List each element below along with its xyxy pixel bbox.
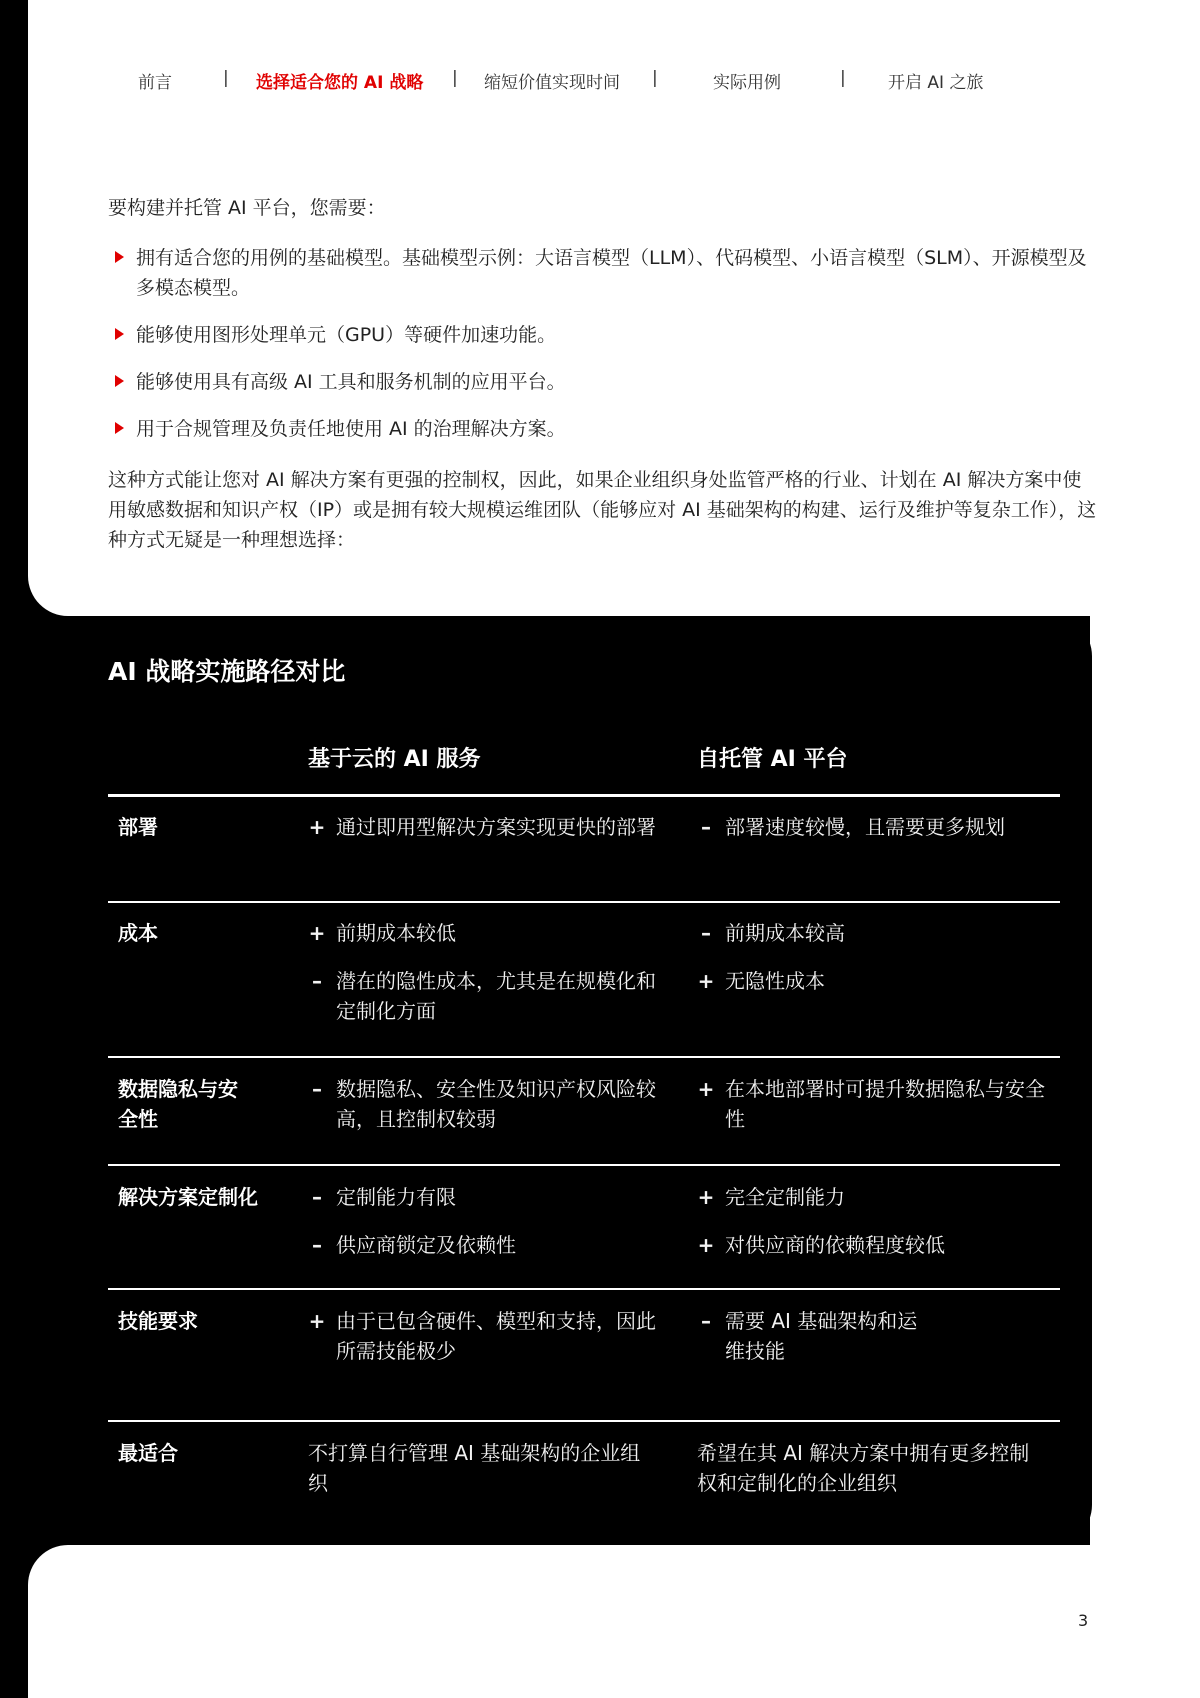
cell-item	[308, 1230, 663, 1260]
intro-text: 要构建并托管 AI 平台，您需要：	[108, 197, 386, 219]
list-item-text: 能够使用图形处理单元（GPU）等硬件加速功能。	[136, 324, 557, 346]
red-triangle-bullet-icon	[115, 422, 124, 434]
nav-separator: |	[840, 68, 846, 88]
plus-icon: +	[697, 1233, 715, 1257]
cell-text: 需要 AI 基础架构和运维技能	[725, 1309, 918, 1363]
cell-item	[308, 812, 663, 842]
cell-text: 对供应商的依赖程度较低	[725, 1233, 945, 1257]
list-item-text: 用于合规管理及负责任地使用 AI 的治理解决方案。	[136, 418, 566, 440]
comparison-section	[0, 616, 1092, 1545]
list-item	[108, 320, 1088, 350]
requirements-list	[108, 243, 1088, 461]
table-divider	[108, 1056, 1060, 1058]
comparison-title: AI 战略实施路径对比	[108, 657, 346, 686]
table-divider	[108, 1164, 1060, 1166]
minus-icon: –	[312, 1233, 322, 1257]
plus-icon: +	[697, 969, 715, 993]
cell-text: 数据隐私、安全性及知识产权风险较高，且控制权较弱	[336, 1077, 656, 1131]
plus-icon: +	[308, 815, 326, 839]
cell-item	[697, 966, 1052, 996]
minus-icon: –	[701, 815, 711, 839]
cell-item	[308, 1182, 663, 1212]
cell-item	[308, 918, 663, 948]
cell-text: 由于已包含硬件、模型和支持，因此所需技能极少	[336, 1309, 656, 1363]
cell-item	[697, 1306, 927, 1366]
cell-text: 前期成本较低	[336, 921, 456, 945]
closing-paragraph: 这种方式能让您对 AI 解决方案有更强的控制权，因此，如果企业组织身处监管严格的行业、计划在 AI 解决方案中使用敏感数据和知识产权（IP）或是拥有较大规模运维团队（能够应对 AI 基础架构的构建、运行及维护等复杂工作），这种方式无疑是一种理想选择：	[108, 469, 1097, 551]
red-triangle-bullet-icon	[115, 375, 124, 387]
cell-item	[697, 1074, 1052, 1134]
cell-text: 前期成本较高	[725, 921, 845, 945]
page-number: 3	[1078, 1611, 1089, 1630]
red-triangle-bullet-icon	[115, 251, 124, 263]
plus-icon: +	[308, 1309, 326, 1333]
table-divider	[108, 901, 1060, 903]
nav-item-time-to-value[interactable]: 缩短价值实现时间	[484, 73, 620, 93]
cell-text: 供应商锁定及依赖性	[336, 1233, 516, 1257]
table-divider	[108, 1288, 1060, 1290]
nav-item-foreword[interactable]: 前言	[138, 73, 172, 93]
cell-text: 潜在的隐性成本，尤其是在规模化和定制化方面	[336, 969, 656, 1023]
cell-text: 部署速度较慢，且需要更多规划	[725, 815, 1005, 839]
row-label-customization: 解决方案定制化	[118, 1185, 258, 1209]
nav-item-start-journey[interactable]: 开启 AI 之旅	[888, 73, 984, 93]
bottom-content-panel	[28, 1545, 1200, 1698]
cell-item	[308, 1306, 663, 1366]
table-divider	[108, 1420, 1060, 1422]
row-label-deployment: 部署	[118, 815, 158, 839]
column-header-cloud: 基于云的 AI 服务	[308, 747, 481, 772]
row-label-cost: 成本	[118, 921, 158, 945]
cell-text: 定制能力有限	[336, 1185, 456, 1209]
nav-item-choose-strategy[interactable]: 选择适合您的 AI 战略	[256, 73, 424, 93]
row-label-best-for: 最适合	[118, 1441, 178, 1465]
page-margin	[1090, 560, 1200, 1600]
best-for-self-hosted-text: 希望在其 AI 解决方案中拥有更多控制权和定制化的企业组织	[697, 1441, 1030, 1495]
list-item	[108, 243, 1088, 303]
minus-icon: –	[312, 1185, 322, 1209]
table-divider	[108, 794, 1060, 797]
cell-text: 无隐性成本	[725, 969, 825, 993]
list-item-text: 能够使用具有高级 AI 工具和服务机制的应用平台。	[136, 371, 566, 393]
cell-item	[308, 966, 663, 1026]
column-header-self-hosted: 自托管 AI 平台	[697, 747, 848, 772]
minus-icon: –	[701, 921, 711, 945]
cell-item	[697, 918, 1052, 948]
minus-icon: –	[312, 1077, 322, 1101]
plus-icon: +	[308, 921, 326, 945]
cell-item	[308, 1074, 663, 1134]
section-navigation	[28, 68, 1200, 98]
minus-icon: –	[701, 1309, 711, 1333]
nav-separator: |	[452, 68, 458, 88]
nav-separator: |	[223, 68, 229, 88]
list-item	[108, 414, 1088, 444]
minus-icon: –	[312, 969, 322, 993]
cell-text: 在本地部署时可提升数据隐私与安全性	[725, 1077, 1045, 1131]
cell-text: 完全定制能力	[725, 1185, 845, 1209]
plus-icon: +	[697, 1185, 715, 1209]
nav-item-use-cases[interactable]: 实际用例	[713, 73, 781, 93]
row-label-privacy-security: 数据隐私与安全性	[118, 1077, 238, 1131]
cell-item	[697, 812, 1052, 842]
plus-icon: +	[697, 1077, 715, 1101]
list-item-text: 拥有适合您的用例的基础模型。基础模型示例：大语言模型（LLM）、代码模型、小语言模型（SLM）、开源模型及多模态模型。	[136, 247, 1087, 299]
list-item	[108, 367, 1088, 397]
cell-item	[697, 1230, 1052, 1260]
best-for-cloud-text: 不打算自行管理 AI 基础架构的企业组织	[308, 1441, 641, 1495]
cell-text: 通过即用型解决方案实现更快的部署	[336, 815, 656, 839]
cell-item	[697, 1182, 1052, 1212]
row-label-skills: 技能要求	[118, 1309, 198, 1333]
nav-separator: |	[652, 68, 658, 88]
red-triangle-bullet-icon	[115, 328, 124, 340]
top-content-panel	[28, 0, 1200, 616]
